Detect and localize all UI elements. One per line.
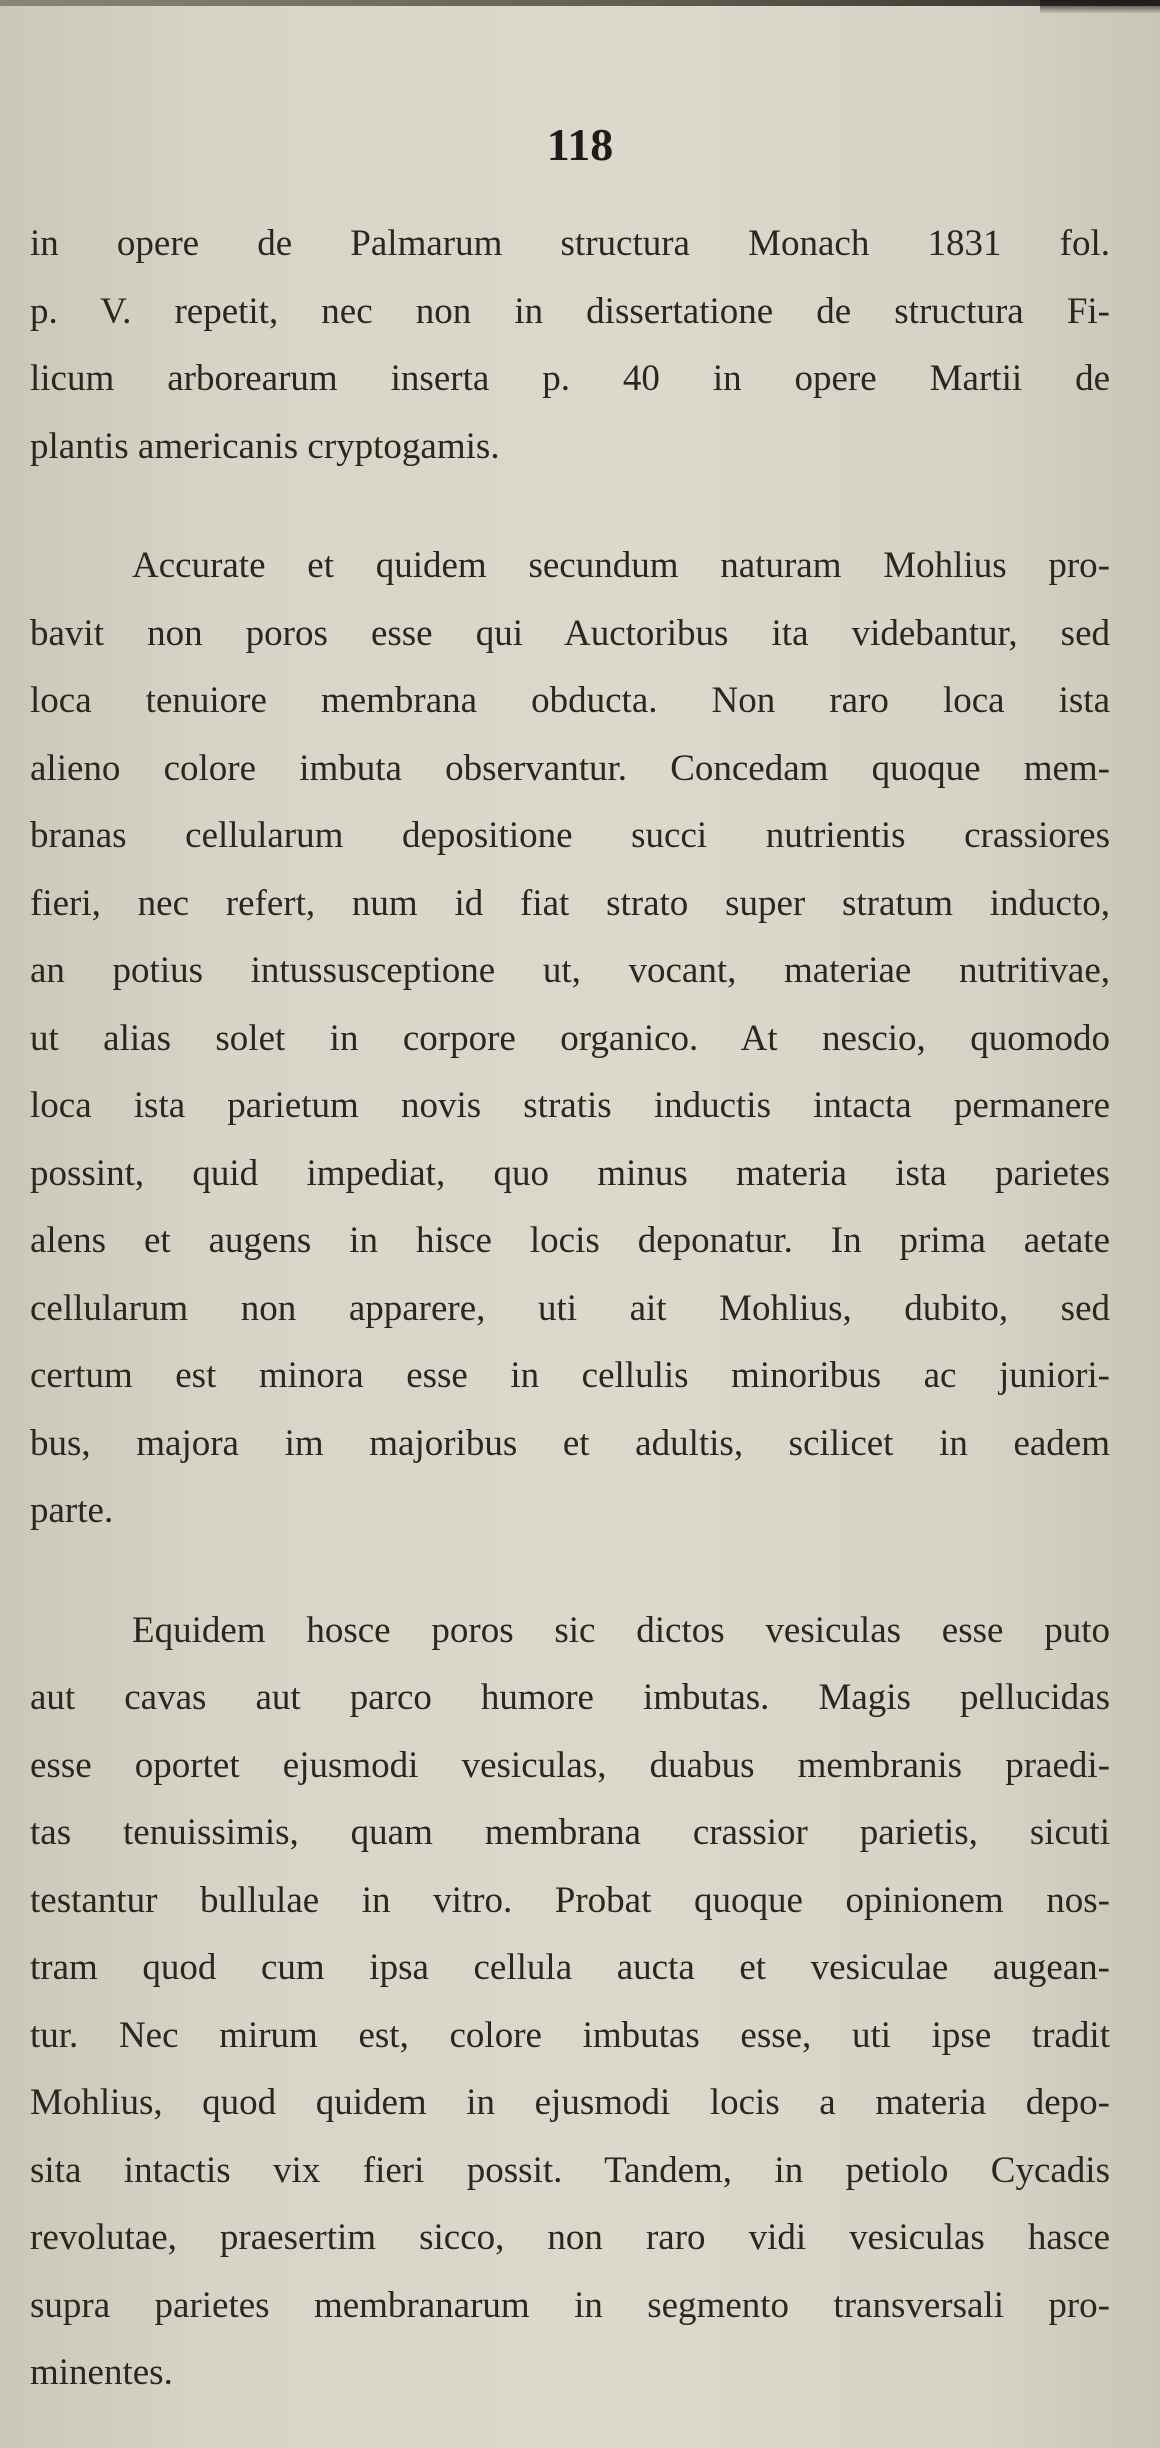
text-line: Mohlius, quod quidem in ejusmodi locis a materia depo-	[30, 2082, 1110, 2123]
text-line: tram quod cum ipsa cellula aucta et vesiculae augean-	[30, 1947, 1110, 1988]
text-line: revolutae, praesertim sicco, non raro vidi vesiculas hasce	[30, 2217, 1110, 2258]
text-line: supra parietes membranarum in segmento transversali pro-	[30, 2284, 1110, 2326]
text-line: p. V. repetit, nec non in dissertatione de structura Fi-	[30, 290, 1110, 332]
text-line: plantis americanis cryptogamis.	[30, 425, 500, 467]
page-top-edge	[0, 0, 1160, 6]
page-number: 118	[546, 119, 614, 170]
text-line: Equidem hosce poros sic dictos vesiculas esse puto	[132, 1609, 1110, 1651]
text-line: bavit non poros esse qui Auctoribus ita videbantur, sed	[30, 612, 1110, 654]
text-line: testantur bullulae in vitro. Probat quoque opinionem nos-	[30, 1879, 1110, 1921]
text-line: certum est minora esse in cellulis minoribus ac juniori-	[30, 1355, 1110, 1396]
text-line: alens et augens in hisce locis deponatur. In prima aetate	[30, 1220, 1110, 1261]
page-corner-shadow	[1040, 0, 1160, 14]
text-line: aut cavas aut parco humore imbutas. Magis pellucidas	[30, 1677, 1110, 1718]
text-line: minentes.	[30, 2352, 173, 2393]
text-line: loca ista parietum novis stratis inductis intacta permanere	[30, 1085, 1110, 1126]
text-line: branas cellularum depositione succi nutrientis crassiores	[30, 815, 1110, 856]
text-line: loca tenuiore membrana obducta. Non raro loca ista	[30, 680, 1110, 721]
paragraph-1	[30, 210, 1110, 480]
text-line: licum arborearum inserta p. 40 in opere Martii de	[30, 358, 1110, 399]
text-line: Accurate et quidem secundum naturam Mohlius pro-	[132, 545, 1110, 586]
text-line: cellularum non apparere, uti ait Mohlius, dubito, sed	[30, 1287, 1110, 1329]
paragraph-2	[30, 532, 1110, 1545]
text-line: esse oportet ejusmodi vesiculas, duabus membranis praedi-	[30, 1744, 1110, 1786]
text-line: bus, majora im majoribus et adultis, scilicet in eadem	[30, 1422, 1110, 1464]
text-line: tas tenuissimis, quam membrana crassior parietis, sicuti	[30, 1812, 1110, 1853]
text-line: parte.	[30, 1490, 114, 1531]
text-line: ut alias solet in corpore organico. At nescio, quomodo	[30, 1017, 1110, 1059]
text-line: tur. Nec mirum est, colore imbutas esse, uti ipse tradit	[30, 2014, 1110, 2056]
text-line: possint, quid impediat, quo minus materia ista parietes	[30, 1152, 1110, 1194]
text-line: sita intactis vix fieri possit. Tandem, in petiolo Cycadis	[30, 2149, 1110, 2191]
text-line: alieno colore imbuta observantur. Concedam quoque mem-	[30, 747, 1110, 789]
text-line: an potius intussusceptione ut, vocant, materiae nutritivae,	[30, 950, 1110, 991]
body-text	[30, 210, 1110, 2407]
paragraph-3	[30, 1597, 1110, 2407]
text-line: in opere de Palmarum structura Monach 1831 fol.	[30, 223, 1110, 264]
text-line: fieri, nec refert, num id fiat strato super stratum inducto,	[30, 882, 1110, 924]
